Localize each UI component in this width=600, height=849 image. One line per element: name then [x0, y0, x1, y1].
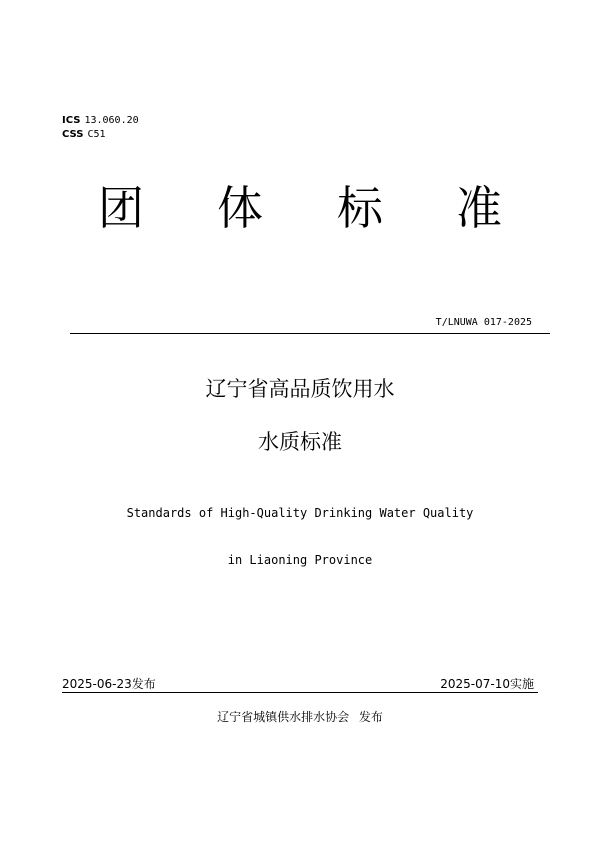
title-cn-line1: 辽宁省高品质饮用水: [205, 377, 395, 401]
top-divider: [70, 333, 550, 334]
publish-date: 2025-06-23发布: [62, 677, 156, 691]
ics-code: [62, 115, 139, 127]
heading-char-3: 标: [337, 181, 383, 235]
heading-char-4: 准: [456, 181, 502, 235]
effective-date: 2025-07-10实施: [440, 677, 534, 691]
title-en-line1: Standards of High-Quality Drinking Water Quality: [126, 506, 474, 520]
ccs-label: CSS: [62, 129, 84, 140]
title-cn-line2: 水质标准: [258, 430, 342, 454]
document-type-heading: [0, 176, 600, 240]
heading-char-1: 团: [98, 181, 144, 235]
ccs-value: C51: [87, 129, 106, 140]
ics-label: ICS: [62, 115, 81, 126]
publisher: 辽宁省城镇供水排水协会 发布: [217, 710, 383, 724]
standard-number: T/LNUWA 017-2025: [435, 317, 532, 328]
ccs-code: [62, 129, 106, 141]
ics-value: 13.060.20: [84, 115, 139, 126]
heading-char-2: 体: [217, 181, 263, 235]
bottom-divider: [62, 692, 538, 693]
title-en-line2: in Liaoning Province: [227, 553, 373, 567]
